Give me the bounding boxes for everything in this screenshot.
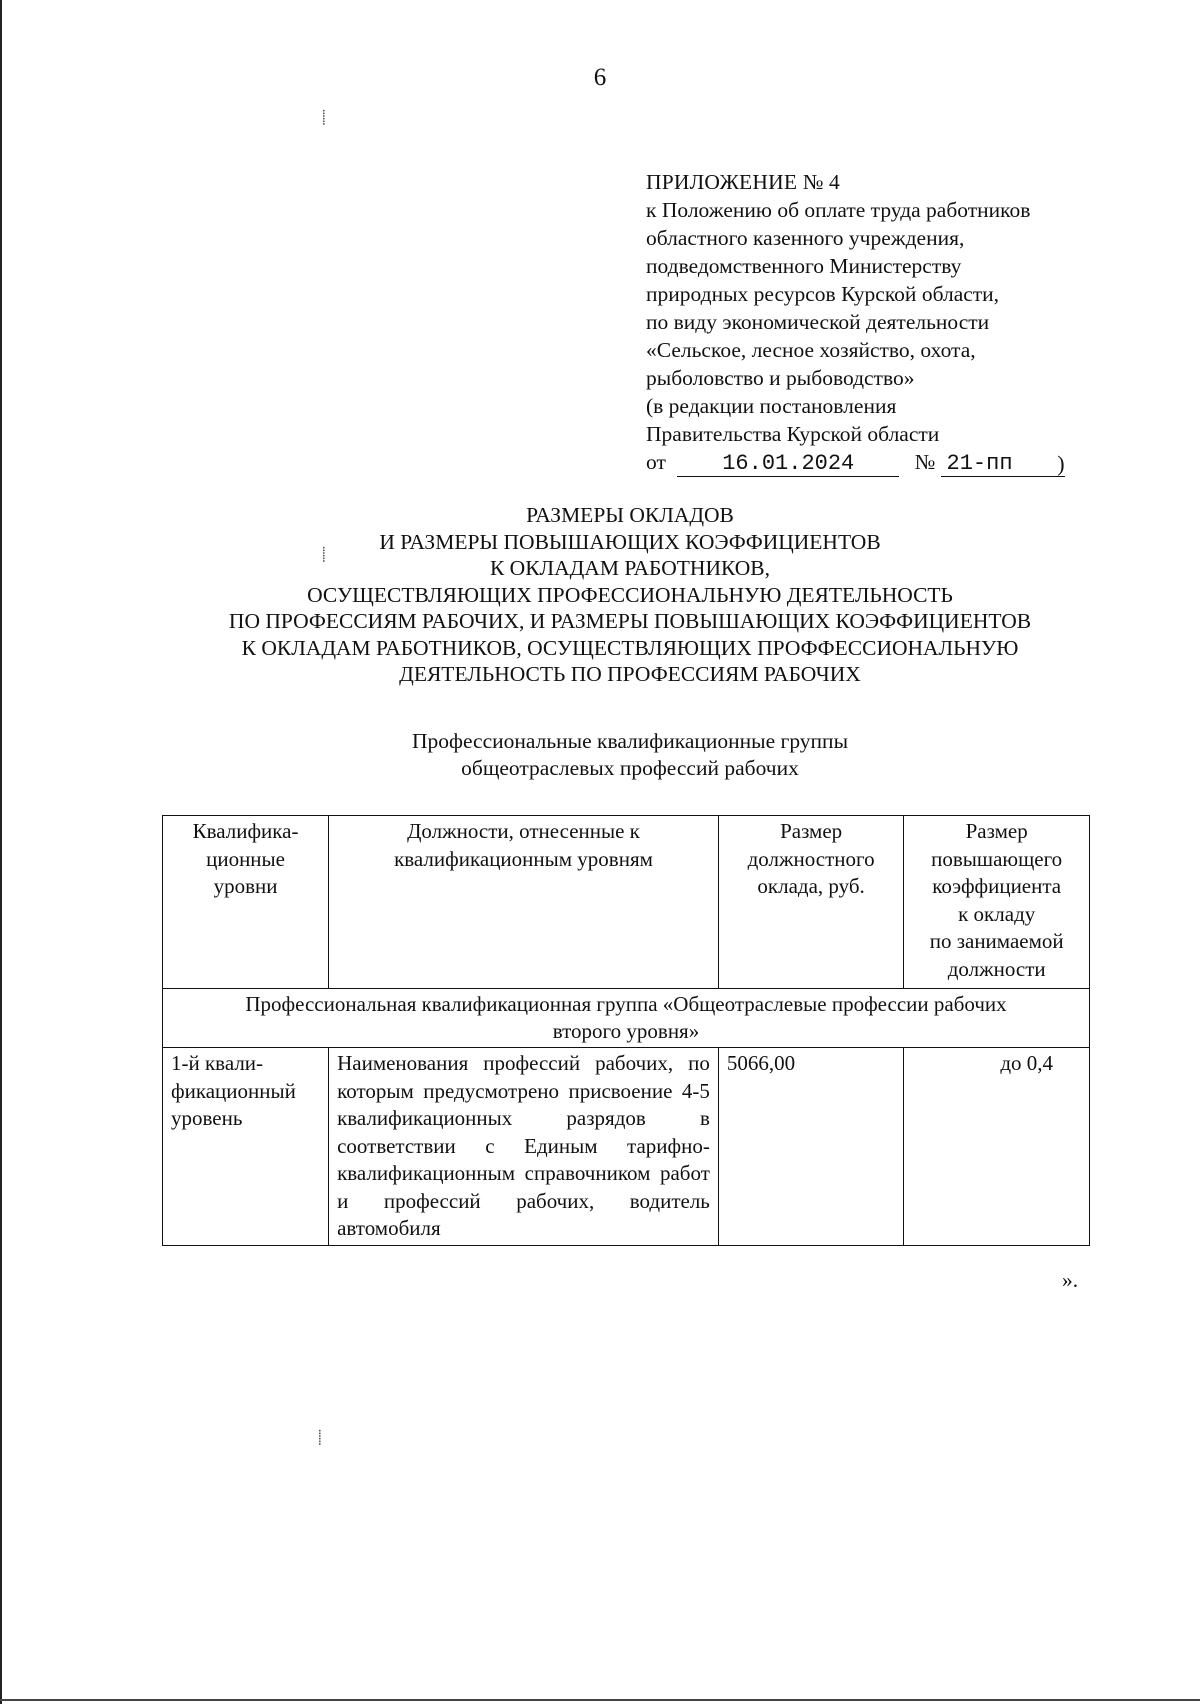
scan-speck: ⸽ [318,1431,322,1446]
header-level-line: Квалифика- [192,819,299,843]
header-salary-line: оклада, руб. [757,874,865,898]
header-coefficient-line: должности [947,956,1046,981]
header-salary [718,816,903,989]
appendix-line: по виду экономической деятельности [646,310,990,334]
table-subheading [330,728,930,782]
heading-line: К ОКЛАДАМ РАБОТНИКОВ, [489,556,771,580]
number-prefix: № [914,450,936,474]
heading-line: РАЗМЕРЫ ОКЛАДОВ [526,503,734,527]
appendix-line: подведомственного Министерству [646,254,962,278]
cell-level-line: 1-й квали- [171,1051,264,1075]
cell-coefficient: до 0,4 [904,1048,1090,1246]
appendix-date-line [646,448,1166,477]
appendix-title: ПРИЛОЖЕНИЕ № 4 [646,170,840,194]
header-positions-line: квалификационным уровням [394,846,653,871]
heading-line: ДЕЯТЕЛЬНОСТЬ ПО ПРОФЕССИЯМ РАБОЧИХ [399,662,861,686]
header-positions [329,816,719,989]
heading-line: ПО ПРОФЕССИЯМ РАБОЧИХ, И РАЗМЕРЫ ПОВЫШАЮЩИХ КОЭФФИЦИЕНТОВ [228,609,1032,633]
scan-edge-bottom [0,1699,1200,1701]
group-title-line: второго уровня» [552,1019,700,1043]
cell-level-line: уровень [171,1106,243,1130]
appendix-line: Правительства Курской области [646,422,940,446]
table-row [163,1048,1090,1246]
group-title-cell [163,989,1090,1048]
table-header-row [163,816,1090,989]
heading-line: ОСУЩЕСТВЛЯЮЩИХ ПРОФЕССИОНАЛЬНУЮ ДЕЯТЕЛЬНОСТЬ [307,582,953,607]
heading-line: К ОКЛАДАМ РАБОТНИКОВ, ОСУЩЕСТВЛЯЮЩИХ ПРОФФЕССИОНАЛЬНУЮ [241,635,1019,660]
subheading-line: Профессиональные квалификационные группы [411,729,849,753]
header-coefficient-line: повышающего [931,846,1063,871]
number-suffix: ) [1057,451,1065,476]
closing-quote-mark: ». [1062,1268,1079,1292]
cell-salary: 5066,00 [718,1048,903,1246]
group-title-line: Профессиональная квалификационная группа «Общеотраслевые профессии рабочих [245,992,1007,1016]
cell-level-line: фикационный [171,1078,296,1103]
resolution-number-value: 21-пп [946,451,1013,476]
cell-positions: Наименования профессий рабочих, по которым предусмотрено присвоение 4-5 квалификационных разрядов в соответствии с Единым тарифно-квалификационным справочником работ и профессий рабочих, водитель автомобиля [329,1048,719,1246]
header-coefficient-line: к окладу [958,901,1036,926]
cell-level [163,1048,329,1246]
appendix-block [646,168,1166,477]
header-level-line: уровни [213,874,278,898]
scan-edge-left [0,0,2,1704]
appendix-line: (в редакции постановления [646,394,897,418]
resolution-number [941,452,1065,477]
appendix-line: рыболовство и рыбоводство» [646,366,915,390]
header-level [163,816,329,989]
scan-speck: ⸽ [322,111,326,126]
page-number: 6 [593,64,607,91]
appendix-line: природных ресурсов Курской области, [646,282,1000,306]
salary-table [162,815,1090,1246]
header-coefficient-line: коэффициента [932,874,1062,898]
header-coefficient-line: Размер [965,819,1028,843]
header-level-line: ционные [206,846,285,871]
date-prefix: от [646,450,666,474]
document-heading [130,502,1130,688]
header-salary-line: должностного [747,846,875,871]
appendix-line: к Положению об оплате труда работников [646,198,1031,222]
resolution-date: 16.01.2024 [677,452,899,477]
appendix-line: областного казенного учреждения, [646,226,965,250]
heading-line: И РАЗМЕРЫ ПОВЫШАЮЩИХ КОЭФФИЦИЕНТОВ [379,529,881,554]
scan-speck: ⸽ [322,548,326,563]
header-salary-line: Размер [780,819,843,843]
appendix-line: «Сельское, лесное хозяйство, охота, [646,338,976,362]
header-coefficient [904,816,1090,989]
subheading-line: общеотраслевых профессий рабочих [461,756,799,780]
table-group-row [163,989,1090,1048]
header-positions-line: Должности, отнесенные к [407,819,640,843]
header-coefficient-line: по занимаемой [929,929,1064,953]
